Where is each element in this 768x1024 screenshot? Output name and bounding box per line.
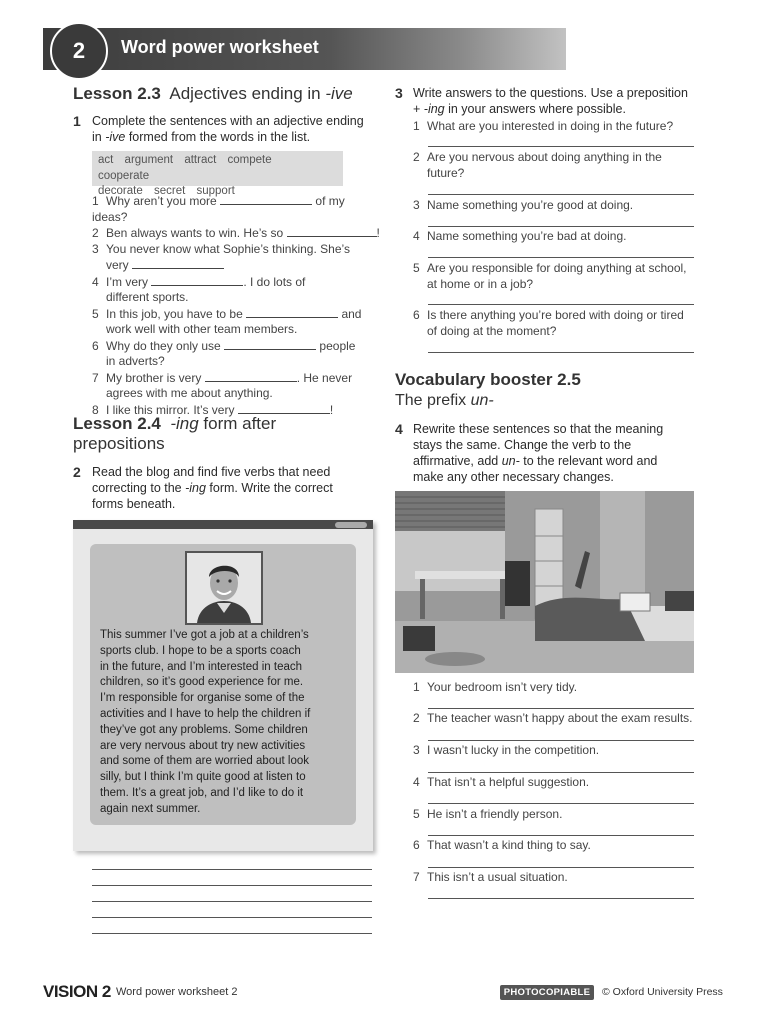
- copyright-notice: © Oxford University Press: [602, 986, 723, 998]
- q3-item: 6 Is there anything you’re bored with doing or tired of doing at the moment?: [413, 308, 684, 338]
- exercise-item: different sports.: [106, 290, 189, 304]
- answer-line[interactable]: [428, 226, 694, 227]
- answer-line[interactable]: [92, 901, 372, 902]
- question-4-instructions: Rewrite these sentences so that the meaning stays the same. Change the verb to the affirmative, add un- to the relevant word and make any other necessary changes.: [413, 422, 664, 484]
- answer-blank[interactable]: [132, 257, 224, 269]
- answer-blank[interactable]: [224, 338, 316, 350]
- answer-line[interactable]: [92, 933, 372, 934]
- exercise-item: work well with other team members.: [106, 322, 298, 336]
- q4-item: 7 This isn’t a usual situation.: [413, 870, 568, 884]
- question-1-number: 1: [73, 113, 81, 129]
- answer-blank[interactable]: [205, 370, 297, 382]
- exercise-item: very: [92, 257, 382, 274]
- q4-item: 6 That wasn’t a kind thing to say.: [413, 838, 591, 852]
- answer-line[interactable]: [428, 257, 694, 258]
- lesson-2-4-heading: Lesson 2.4 -ing form after prepositions: [73, 414, 277, 453]
- vocab-booster-heading: Vocabulary booster 2.5: [395, 370, 581, 389]
- q3-item: 3 Name something you’re good at doing.: [413, 198, 634, 212]
- answer-blank[interactable]: [238, 402, 330, 414]
- blog-window-handle: [335, 522, 367, 528]
- q4-item: 4 That isn’t a helpful suggestion.: [413, 775, 590, 789]
- q3-item: 1 What are you interested in doing in the future?: [413, 119, 674, 133]
- answer-line[interactable]: [428, 352, 694, 353]
- answer-line[interactable]: [428, 740, 694, 741]
- q4-item: 5 He isn’t a friendly person.: [413, 807, 563, 821]
- answer-line[interactable]: [428, 772, 694, 773]
- q4-item: 3 I wasn’t lucky in the competition.: [413, 743, 600, 757]
- word-list-box: [92, 151, 343, 197]
- q3-item: 4 Name something you’re bad at doing.: [413, 229, 627, 243]
- answer-blank[interactable]: [287, 225, 377, 237]
- exercise-item: 1 Why aren’t you more of my ideas?: [92, 194, 345, 224]
- exercise-item: 7 My brother is very . He never: [92, 370, 353, 385]
- question-4-number: 4: [395, 421, 403, 437]
- answer-line[interactable]: [92, 885, 372, 886]
- exercise-item: 2 Ben always wants to win. He’s so !: [92, 226, 380, 240]
- answer-blank[interactable]: [151, 274, 243, 286]
- vision-logo: VISION 2: [43, 982, 111, 1001]
- exercise-item: 8 I like this mirror. It’s very !: [92, 402, 334, 417]
- blogger-avatar: [185, 551, 263, 625]
- page-title: Word power worksheet: [121, 37, 319, 57]
- footer-worksheet-label: Word power worksheet 2: [116, 986, 238, 998]
- q4-item: 1 Your bedroom isn’t very tidy.: [413, 680, 578, 694]
- answer-line[interactable]: [428, 867, 694, 868]
- unit-number-badge: 2: [50, 22, 108, 80]
- exercise-1-items: [92, 193, 382, 418]
- word: argument: [124, 154, 174, 166]
- question-3-instructions: Write answers to the questions. Use a preposition + -ing in your answers where possible.: [413, 86, 688, 116]
- blog-text: This summer I’ve got a job at a children’s sports club. I hope to be a sports coach in the future, and I’m interested in teach children, so it’s good experience for me. I’m responsible for organise some of the activities and I have to help the children if they’ve got any problems. Some children are very nervous about try new activities and some of them are worried about look silly, but I think I’m quite good at listen to them. It’s a great job, and I’d like to do it again next summer.: [100, 629, 311, 815]
- exercise-item: agrees with me about anything.: [106, 386, 273, 400]
- word: cooperate: [98, 169, 150, 182]
- photocopiable-badge: PHOTOCOPIABLE: [500, 985, 594, 1000]
- exercise-item: 4 I’m very . I do lots of: [92, 274, 306, 289]
- question-1-instructions: Complete the sentences with an adjective ending in -ive formed from the words in the list.: [92, 114, 364, 144]
- answer-blank[interactable]: [246, 306, 338, 318]
- word: secret: [153, 185, 186, 197]
- answer-line[interactable]: [428, 835, 694, 836]
- answer-blank[interactable]: [220, 193, 312, 205]
- q4-item: 2 The teacher wasn’t happy about the exam results.: [413, 711, 693, 725]
- vocab-booster-subheading: The prefix un-: [395, 392, 494, 409]
- messy-bedroom-photo: [395, 491, 694, 673]
- question-2-instructions: Read the blog and find five verbs that need correcting to the -ing form. Write the correct forms beneath.: [92, 465, 333, 511]
- lesson-2-3-heading: Lesson 2.3 Adjectives ending in -ive: [73, 84, 353, 103]
- word: attract: [184, 154, 217, 166]
- word: act: [98, 154, 114, 166]
- question-2-number: 2: [73, 464, 81, 480]
- exercise-item: in adverts?: [106, 354, 165, 368]
- exercise-item: 6 Why do they only use people: [92, 338, 356, 353]
- word: decorate: [98, 185, 143, 197]
- exercise-item: 3 You never know what Sophie’s thinking. She’s: [92, 241, 350, 256]
- question-3-number: 3: [395, 85, 403, 101]
- answer-line[interactable]: [428, 194, 694, 195]
- answer-line[interactable]: [428, 803, 694, 804]
- answer-line[interactable]: [428, 304, 694, 305]
- word: support: [196, 185, 235, 197]
- answer-line[interactable]: [428, 146, 694, 147]
- q3-item: 2 Are you nervous about doing anything in the future?: [413, 150, 662, 180]
- word: compete: [227, 154, 272, 166]
- answer-line[interactable]: [92, 869, 372, 870]
- answer-line[interactable]: [428, 708, 694, 709]
- exercise-item: 5 In this job, you have to be and: [92, 306, 362, 321]
- answer-line[interactable]: [428, 898, 694, 899]
- q3-item: 5 Are you responsible for doing anything at school, at home or in a job?: [413, 261, 687, 291]
- answer-line[interactable]: [92, 917, 372, 918]
